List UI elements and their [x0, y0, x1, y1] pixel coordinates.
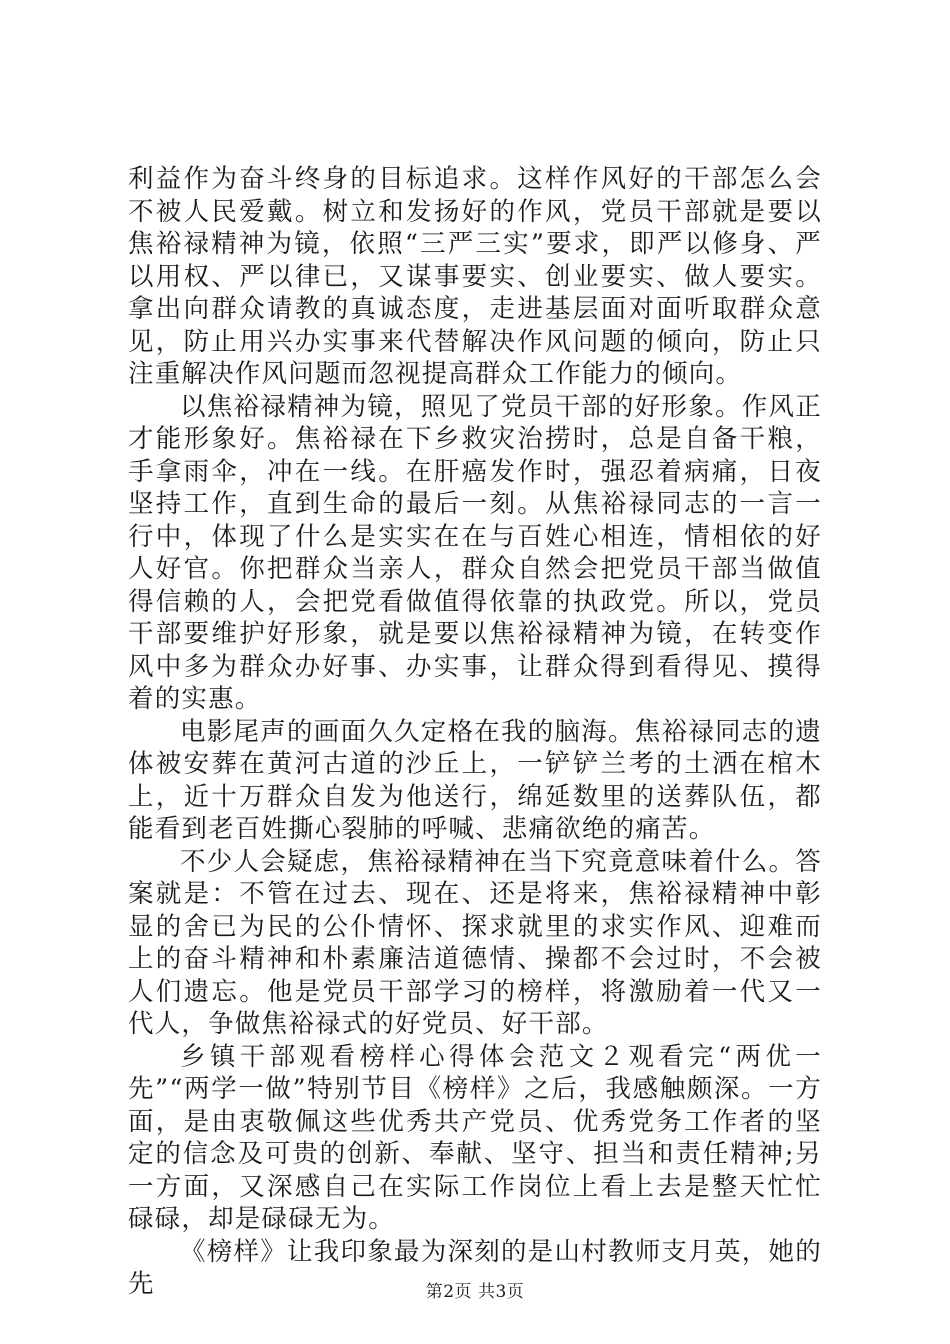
paragraph-2: 以焦裕禄精神为镜，照见了党员干部的好形象。作风正才能形象好。焦裕禄在下乡救灾治捞时，总是自备干粮，手拿雨伞，冲在一线。在肝癌发作时，强忍着病痛，日夜坚持工作，直到生命的最后一刻。从焦裕禄同志的一言一行中，体现了什么是实实在在与百姓心相连，情相依的好人好官。你把群众当亲人，群众自然会把党员干部当做值得信赖的人，会把党看做值得依靠的执政党。所以，党员干部要维护好形象，就是要以焦裕禄精神为镜，在转变作风中多为群众办好事、办实事，让群众得到看得见、摸得着的实惠。: [128, 391, 822, 714]
paragraph-5: 乡镇干部观看榜样心得体会范文２观看完“两优一先”“两学一做”特别节目《榜样》之后，我感触颇深。一方面，是由衷敬佩这些优秀共产党员、优秀党务工作者的坚定的信念及可贵的创新、奉献、坚守、担当和责任精神;另一方面，又深感自己在实际工作岗位上看上去是整天忙忙碌碌，却是碌碌无为。: [128, 1041, 822, 1234]
paragraph-4: 不少人会疑虑，焦裕禄精神在当下究竟意味着什么。答案就是：不管在过去、现在、还是将来，焦裕禄精神中彰显的舍已为民的公仆情怀、探求就里的求实作风、迎难而上的奋斗精神和朴素廉洁道德情、操都不会过时，不会被人们遗忘。他是党员干部学习的榜样，将激励着一代又一代人，争做焦裕禄式的好党员、好干部。: [128, 846, 822, 1039]
paragraph-6: 《榜样》让我印象最为深刻的是山村教师支月英，她的先: [128, 1236, 822, 1299]
body-text: [128, 163, 822, 1301]
paragraph-3: 电影尾声的画面久久定格在我的脑海。焦裕禄同志的遗体被安葬在黄河古道的沙丘上，一铲铲兰考的土洒在棺木上，近十万群众自发为他送行，绵延数里的送葬队伍，都能看到老百姓撕心裂肺的呼喊、悲痛欲绝的痛苦。: [128, 716, 822, 844]
paragraph-1: 利益作为奋斗终身的目标追求。这样作风好的干部怎么会不被人民爱戴。树立和发扬好的作风，党员干部就是要以焦裕禄精神为镜，依照“三严三实”要求，即严以修身、严以用权、严以律已，又谋事要实、创业要实、做人要实。拿出向群众请教的真诚态度，走进基层面对面听取群众意见，防止用兴办实事来代替解决作风问题的倾向，防止只注重解决作风问题而忽视提高群众工作能力的倾向。: [128, 164, 822, 389]
page-number-footer: 第2页 共3页: [425, 1282, 525, 1302]
